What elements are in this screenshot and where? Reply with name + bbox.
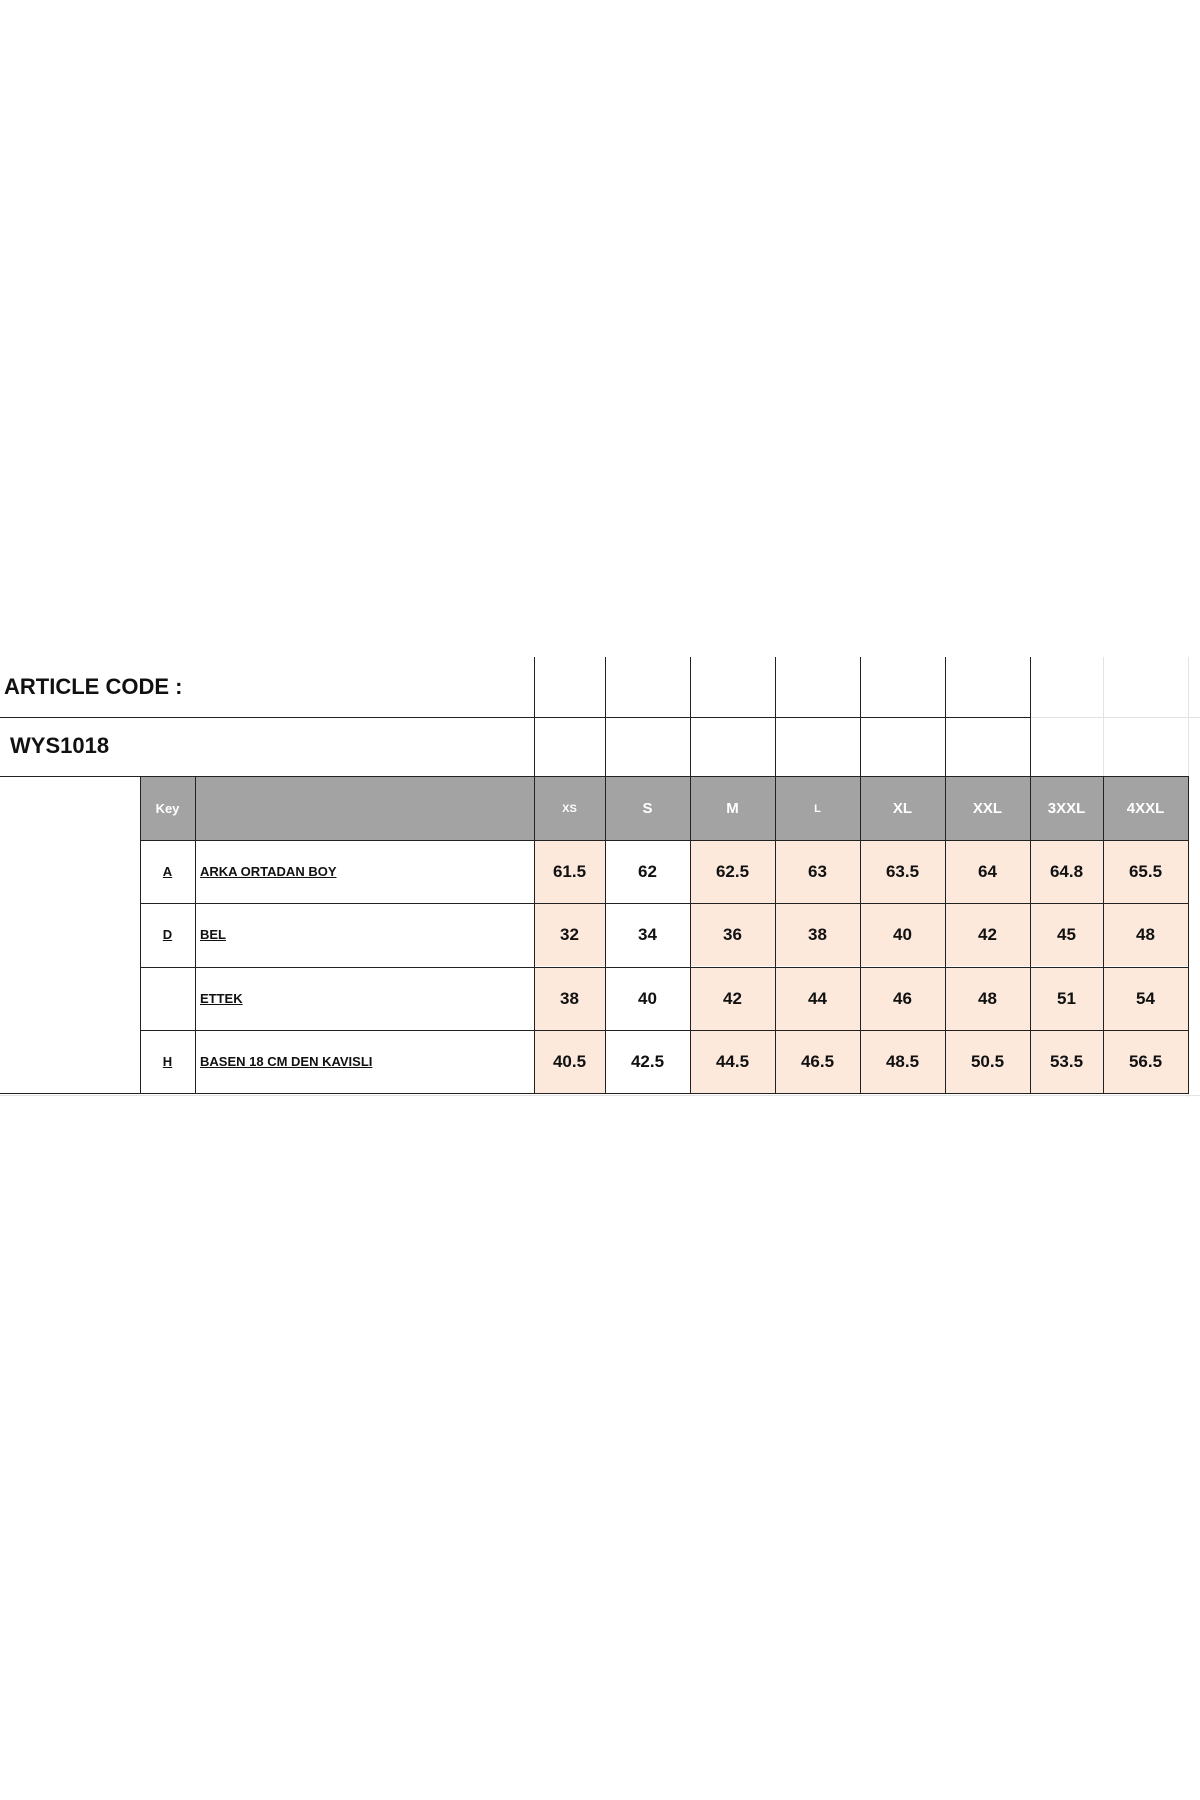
size-value-cell: 36 [690, 903, 775, 966]
size-value-cell: 50.5 [945, 1030, 1030, 1093]
table-border [534, 717, 535, 777]
article-code-label: ARTICLE CODE : [4, 674, 183, 699]
size-value-cell: 44 [775, 967, 860, 1030]
table-border [860, 776, 861, 1094]
size-value-cell: 63 [775, 840, 860, 903]
table-border [690, 776, 691, 1094]
size-value-cell: 62 [638, 861, 657, 881]
size-value-cell: 42.5 [630, 1051, 665, 1071]
size-value-cell: 65.5 [1103, 840, 1188, 903]
table-border [1030, 657, 1031, 777]
size-value-cell: 34 [638, 924, 657, 944]
table-border [140, 840, 534, 841]
size-value-cell: 45 [1030, 903, 1103, 966]
size-value-cell: 64.8 [1030, 840, 1103, 903]
table-border [1103, 776, 1104, 1094]
table-border [195, 776, 196, 1094]
table-border [534, 776, 535, 1094]
row-label: ETTEK [200, 991, 243, 1006]
table-border [605, 776, 606, 1094]
key-column-header: Key [140, 777, 195, 840]
size-value-cell: 42 [945, 903, 1030, 966]
table-border [860, 657, 861, 777]
row-label: ARKA ORTADAN BOY [200, 864, 337, 879]
size-value-cell: 42 [690, 967, 775, 1030]
size-value-cell: 44.5 [690, 1030, 775, 1093]
gridline [1030, 717, 1200, 718]
table-border [1030, 776, 1031, 1094]
table-border [775, 776, 776, 1094]
table-border [775, 657, 776, 777]
table-border [0, 776, 1188, 777]
size-header-m: M [690, 777, 775, 840]
size-header-l: L [775, 777, 860, 840]
size-value-cell: 48.5 [860, 1030, 945, 1093]
size-value-cell: 40 [638, 988, 657, 1008]
size-value-cell: 61.5 [534, 840, 605, 903]
size-value-cell: 38 [534, 967, 605, 1030]
row-key: D [162, 927, 173, 942]
table-border [945, 776, 946, 1094]
size-value-cell: 48 [1103, 903, 1188, 966]
size-value-cell: 38 [775, 903, 860, 966]
row-label: BEL [200, 927, 226, 942]
size-header-xxl: XXL [945, 777, 1030, 840]
size-value-cell: 64 [945, 840, 1030, 903]
table-border [1188, 776, 1189, 1094]
size-header-xs: XS [534, 777, 605, 840]
gridline [0, 1095, 1200, 1096]
row-label: BASEN 18 CM DEN KAVISLI [200, 1054, 373, 1069]
size-value-cell: 48 [945, 967, 1030, 1030]
row-key: A [162, 864, 173, 879]
table-border [945, 657, 946, 777]
row-key [140, 967, 195, 1030]
size-value-cell: 40 [860, 903, 945, 966]
size-value-cell: 32 [534, 903, 605, 966]
size-value-cell: 54 [1103, 967, 1188, 1030]
description-column-header [195, 777, 534, 840]
size-header-4xxl: 4XXL [1103, 777, 1188, 840]
table-border [605, 657, 606, 777]
size-value-cell: 40.5 [534, 1030, 605, 1093]
table-border [0, 1093, 1188, 1094]
size-value-cell: 56.5 [1103, 1030, 1188, 1093]
table-border [534, 840, 1188, 841]
table-border [690, 657, 691, 777]
size-value-cell: 51 [1030, 967, 1103, 1030]
size-header-3xxl: 3XXL [1030, 777, 1103, 840]
article-code-value: WYS1018 [10, 733, 110, 758]
size-value-cell: 53.5 [1030, 1030, 1103, 1093]
table-border [140, 776, 141, 1094]
size-chart-sheet [0, 657, 1200, 1097]
row-key: H [162, 1054, 173, 1069]
size-value-cell: 46 [860, 967, 945, 1030]
size-header-xl: XL [860, 777, 945, 840]
size-value-cell: 63.5 [860, 840, 945, 903]
size-header-s: S [605, 777, 690, 840]
size-value-cell: 62.5 [690, 840, 775, 903]
table-border [0, 717, 1030, 718]
size-value-cell: 46.5 [775, 1030, 860, 1093]
